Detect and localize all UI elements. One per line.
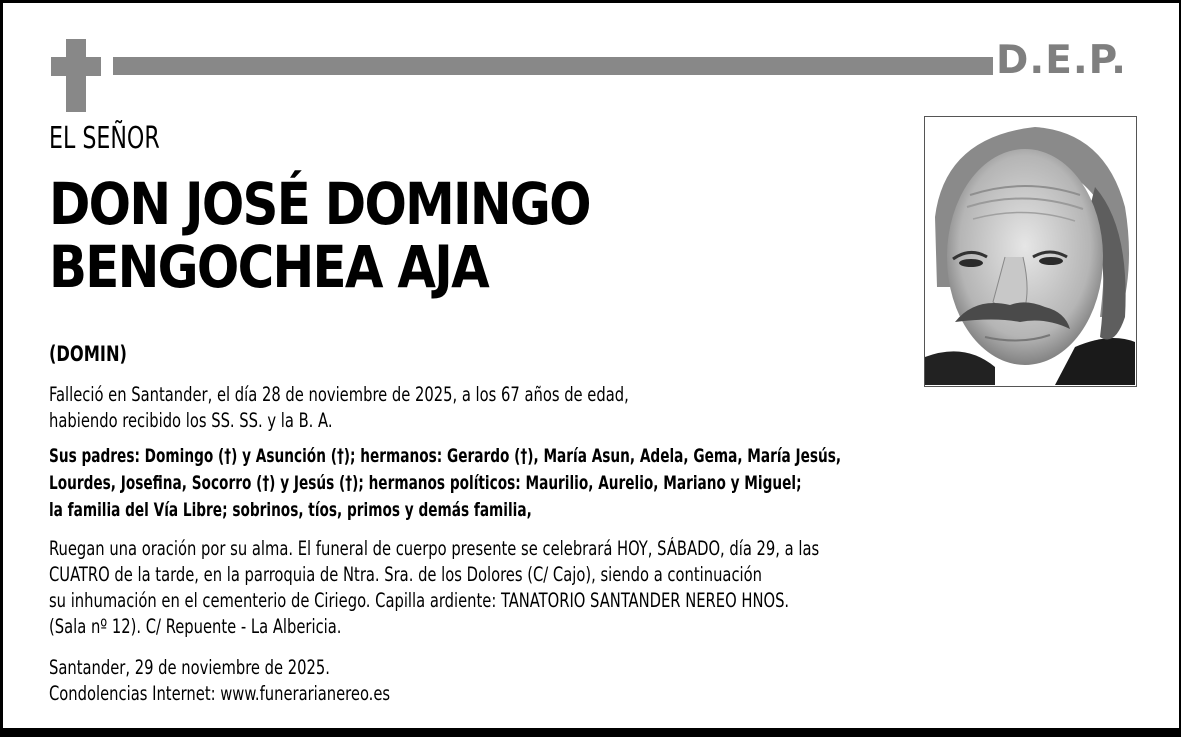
nickname: (DOMIN) [49, 342, 127, 366]
portrait-photo [924, 116, 1137, 387]
text-line: Lourdes, Josefina, Socorro (†) y Jesús (†); hermanos políticos: Maurilio, Aurelio, Mariano y Miguel; [49, 472, 802, 494]
portrait-image [925, 117, 1135, 385]
cross-icon-bar [51, 57, 101, 76]
name-line: BENGOCHEA AJA [49, 233, 488, 301]
text-line: (Sala nº 12). C/ Repuente - La Albericia. [49, 615, 342, 638]
funeral-paragraph [49, 536, 819, 640]
name-line: DON JOSÉ DOMINGO [49, 170, 590, 238]
death-paragraph [49, 382, 629, 434]
date-line: Santander, 29 de noviembre de 2025. [49, 656, 330, 679]
text-line: CUATRO de la tarde, en la parroquia de Ntra. Sra. de los Dolores (C/ Cajo), siendo a continuación [49, 563, 763, 586]
deceased-name [49, 170, 590, 301]
text-line: Falleció en Santander, el día 28 de noviembre de 2025, a los 67 años de edad, [49, 383, 629, 406]
closing-paragraph [49, 655, 390, 707]
text-line: habiendo recibido los SS. SS. y la B. A. [49, 409, 333, 432]
text-line: Ruegan una oración por su alma. El funeral de cuerpo presente se celebrará HOY, SÁBADO, día 29, a las [49, 537, 820, 560]
text-line: la familia del Vía Libre; sobrinos, tíos, primos y demás familia, [49, 499, 532, 521]
condolences-line: Condolencias Internet: www.funerarianereo.es [49, 682, 391, 705]
family-paragraph [49, 443, 841, 524]
dep-label: D.E.P. [996, 38, 1127, 83]
text-line: su inhumación en el cementerio de Ciriego. Capilla ardiente: TANATORIO SANTANDER NEREO HNOS. [49, 589, 790, 612]
honorific: EL SEÑOR [49, 121, 160, 156]
text-line: Sus padres: Domingo (†) y Asunción (†); hermanos: Gerardo (†), María Asun, Adela, Gema, María Jesús, [49, 445, 842, 467]
header-rule [113, 57, 993, 75]
